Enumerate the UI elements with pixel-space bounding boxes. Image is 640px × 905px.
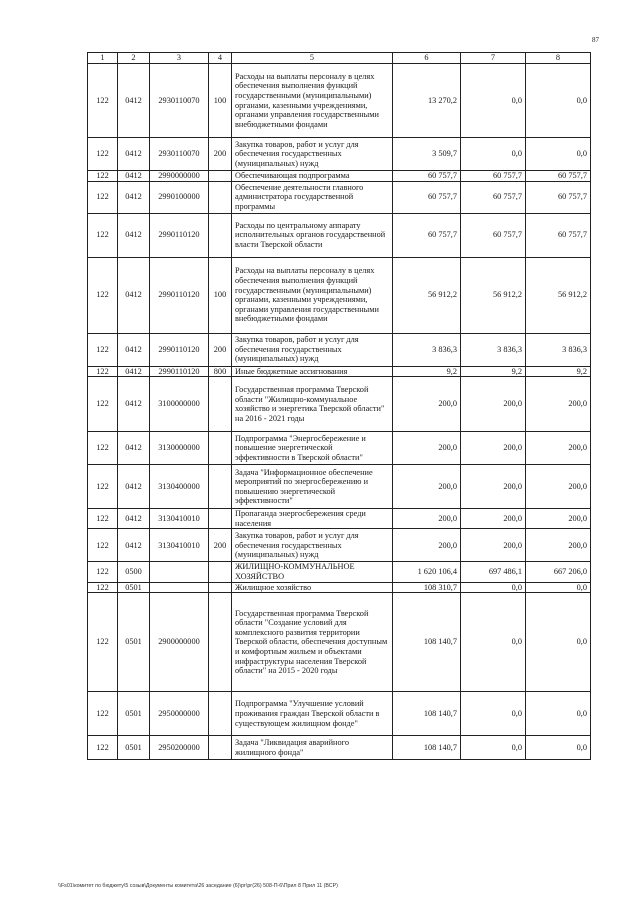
- description-cell: Закупка товаров, работ и услуг для обеспечения государственных (муниципальных) нужд: [232, 333, 393, 366]
- section-code-cell: 0412: [118, 181, 150, 213]
- bureau-code-cell: 122: [88, 692, 118, 736]
- bureau-code-cell: 122: [88, 593, 118, 692]
- expense-type-cell: [209, 171, 232, 182]
- expense-type-cell: [209, 593, 232, 692]
- description-cell: Расходы на выплаты персоналу в целях обеспечения выполнения функций государственными (муниципальными) органами, казенными учреждениями, органами управления государственными внебюджетными фондами: [232, 257, 393, 333]
- amount-col7-cell: 0,0: [461, 138, 526, 171]
- target-article-cell: 2990100000: [150, 181, 209, 213]
- amount-col7-cell: 200,0: [461, 509, 526, 529]
- target-article-cell: 2900000000: [150, 593, 209, 692]
- amount-col6-cell: 200,0: [393, 529, 461, 562]
- amount-col7-cell: 9,2: [461, 366, 526, 377]
- table-row: [88, 529, 591, 562]
- amount-col8-cell: 0,0: [526, 582, 591, 593]
- table-row: [88, 171, 591, 182]
- amount-col8-cell: 667 206,0: [526, 562, 591, 582]
- amount-col8-cell: 0,0: [526, 593, 591, 692]
- amount-col8-cell: 60 757,7: [526, 181, 591, 213]
- column-header-8: 8: [526, 53, 591, 64]
- description-cell: Расходы на выплаты персоналу в целях обеспечения выполнения функций государственными (муниципальными) органами, казенными учреждениями, органами управления государственными внебюджетными фондами: [232, 64, 393, 138]
- expense-type-cell: [209, 465, 232, 509]
- description-cell: Подпрограмма "Энергосбережение и повышение энергетической эффективности в Тверской области": [232, 432, 393, 465]
- table-row: [88, 213, 591, 257]
- table-row: [88, 736, 591, 760]
- expense-type-cell: [209, 736, 232, 760]
- section-code-cell: 0412: [118, 509, 150, 529]
- table-row: [88, 366, 591, 377]
- table-row: [88, 562, 591, 582]
- bureau-code-cell: 122: [88, 432, 118, 465]
- amount-col8-cell: 200,0: [526, 529, 591, 562]
- amount-col6-cell: 1 620 106,4: [393, 562, 461, 582]
- bureau-code-cell: 122: [88, 562, 118, 582]
- amount-col6-cell: 108 140,7: [393, 692, 461, 736]
- table-body: [88, 64, 591, 760]
- amount-col6-cell: 3 836,3: [393, 333, 461, 366]
- target-article-cell: 3130000000: [150, 432, 209, 465]
- description-cell: Обеспечение деятельности главного администратора государственной программы: [232, 181, 393, 213]
- bureau-code-cell: 122: [88, 509, 118, 529]
- expense-type-cell: 800: [209, 366, 232, 377]
- bureau-code-cell: 122: [88, 181, 118, 213]
- amount-col7-cell: 697 486,1: [461, 562, 526, 582]
- bureau-code-cell: 122: [88, 138, 118, 171]
- expense-type-cell: 200: [209, 138, 232, 171]
- section-code-cell: 0501: [118, 593, 150, 692]
- table-row: [88, 432, 591, 465]
- column-header-2: 2: [118, 53, 150, 64]
- expense-type-cell: [209, 562, 232, 582]
- description-cell: ЖИЛИЩНО-КОММУНАЛЬНОЕ ХОЗЯЙСТВО: [232, 562, 393, 582]
- amount-col7-cell: 200,0: [461, 465, 526, 509]
- section-code-cell: 0501: [118, 692, 150, 736]
- target-article-cell: 2950000000: [150, 692, 209, 736]
- amount-col8-cell: 60 757,7: [526, 213, 591, 257]
- amount-col7-cell: 0,0: [461, 593, 526, 692]
- target-article-cell: 2990110120: [150, 366, 209, 377]
- column-header-5: 5: [232, 53, 393, 64]
- description-cell: Иные бюджетные ассигнования: [232, 366, 393, 377]
- target-article-cell: 2930110070: [150, 64, 209, 138]
- column-header-1: 1: [88, 53, 118, 64]
- header-row: [88, 53, 591, 64]
- amount-col8-cell: 3 836,3: [526, 333, 591, 366]
- target-article-cell: 2950200000: [150, 736, 209, 760]
- bureau-code-cell: 122: [88, 529, 118, 562]
- amount-col6-cell: 60 757,7: [393, 171, 461, 182]
- amount-col6-cell: 200,0: [393, 509, 461, 529]
- amount-col7-cell: 60 757,7: [461, 171, 526, 182]
- section-code-cell: 0412: [118, 213, 150, 257]
- bureau-code-cell: 122: [88, 257, 118, 333]
- amount-col8-cell: 0,0: [526, 736, 591, 760]
- amount-col7-cell: 0,0: [461, 692, 526, 736]
- amount-col7-cell: 0,0: [461, 64, 526, 138]
- amount-col8-cell: 60 757,7: [526, 171, 591, 182]
- target-article-cell: [150, 582, 209, 593]
- section-code-cell: 0412: [118, 257, 150, 333]
- amount-col7-cell: 60 757,7: [461, 213, 526, 257]
- bureau-code-cell: 122: [88, 64, 118, 138]
- amount-col7-cell: 0,0: [461, 582, 526, 593]
- description-cell: Государственная программа Тверской области "Жилищно-коммунальное хозяйство и энергетика Тверской области" на 2016 - 2021 годы: [232, 377, 393, 432]
- section-code-cell: 0412: [118, 333, 150, 366]
- target-article-cell: [150, 562, 209, 582]
- amount-col6-cell: 200,0: [393, 377, 461, 432]
- table-row: [88, 377, 591, 432]
- table-row: [88, 64, 591, 138]
- expense-type-cell: [209, 509, 232, 529]
- expense-type-cell: [209, 692, 232, 736]
- description-cell: Обеспечивающая подпрограмма: [232, 171, 393, 182]
- table-row: [88, 692, 591, 736]
- column-header-3: 3: [150, 53, 209, 64]
- expense-type-cell: [209, 582, 232, 593]
- section-code-cell: 0412: [118, 138, 150, 171]
- table-row: [88, 333, 591, 366]
- bureau-code-cell: 122: [88, 582, 118, 593]
- bureau-code-cell: 122: [88, 736, 118, 760]
- expense-type-cell: [209, 213, 232, 257]
- expense-type-cell: 100: [209, 64, 232, 138]
- amount-col6-cell: 60 757,7: [393, 213, 461, 257]
- bureau-code-cell: 122: [88, 377, 118, 432]
- amount-col6-cell: 60 757,7: [393, 181, 461, 213]
- budget-table: [87, 52, 591, 760]
- section-code-cell: 0501: [118, 736, 150, 760]
- amount-col6-cell: 56 912,2: [393, 257, 461, 333]
- table-row: [88, 593, 591, 692]
- amount-col8-cell: 9,2: [526, 366, 591, 377]
- section-code-cell: 0412: [118, 432, 150, 465]
- bureau-code-cell: 122: [88, 213, 118, 257]
- amount-col6-cell: 108 310,7: [393, 582, 461, 593]
- target-article-cell: 3130410010: [150, 509, 209, 529]
- description-cell: Жилищное хозяйство: [232, 582, 393, 593]
- expense-type-cell: 100: [209, 257, 232, 333]
- amount-col7-cell: 0,0: [461, 736, 526, 760]
- description-cell: Расходы по центральному аппарату исполнительных органов государственной власти Тверской области: [232, 213, 393, 257]
- amount-col6-cell: 108 140,7: [393, 593, 461, 692]
- bureau-code-cell: 122: [88, 171, 118, 182]
- amount-col6-cell: 200,0: [393, 465, 461, 509]
- description-cell: Подпрограмма "Улучшение условий проживания граждан Тверской области в существующем жилищном фонде": [232, 692, 393, 736]
- bureau-code-cell: 122: [88, 366, 118, 377]
- expense-type-cell: [209, 181, 232, 213]
- amount-col6-cell: 108 140,7: [393, 736, 461, 760]
- table-row: [88, 138, 591, 171]
- expense-type-cell: 200: [209, 333, 232, 366]
- column-header-7: 7: [461, 53, 526, 64]
- file-path-footer: \\Fs01\комитет по бюджету\5 созыв\Документы комитета\26 заседание (6)\рг\рг(26) 508-П-6\Прил 8 Прил 11 (ВСР): [58, 883, 338, 889]
- table-row: [88, 465, 591, 509]
- description-cell: Закупка товаров, работ и услуг для обеспечения государственных (муниципальных) нужд: [232, 138, 393, 171]
- expense-type-cell: [209, 432, 232, 465]
- section-code-cell: 0412: [118, 529, 150, 562]
- description-cell: Закупка товаров, работ и услуг для обеспечения государственных (муниципальных) нужд: [232, 529, 393, 562]
- target-article-cell: 3100000000: [150, 377, 209, 432]
- target-article-cell: 2990110120: [150, 213, 209, 257]
- table-row: [88, 582, 591, 593]
- amount-col8-cell: 200,0: [526, 432, 591, 465]
- amount-col6-cell: 9,2: [393, 366, 461, 377]
- amount-col8-cell: 0,0: [526, 692, 591, 736]
- amount-col7-cell: 56 912,2: [461, 257, 526, 333]
- bureau-code-cell: 122: [88, 465, 118, 509]
- page-number: 87: [592, 36, 599, 44]
- amount-col7-cell: 200,0: [461, 529, 526, 562]
- section-code-cell: 0412: [118, 366, 150, 377]
- section-code-cell: 0412: [118, 171, 150, 182]
- section-code-cell: 0501: [118, 582, 150, 593]
- amount-col6-cell: 3 509,7: [393, 138, 461, 171]
- description-cell: Задача "Ликвидация аварийного жилищного фонда": [232, 736, 393, 760]
- section-code-cell: 0412: [118, 465, 150, 509]
- target-article-cell: 3130410010: [150, 529, 209, 562]
- column-header-6: 6: [393, 53, 461, 64]
- amount-col7-cell: 60 757,7: [461, 181, 526, 213]
- amount-col8-cell: 200,0: [526, 509, 591, 529]
- column-header-4: 4: [209, 53, 232, 64]
- amount-col6-cell: 13 270,2: [393, 64, 461, 138]
- description-cell: Задача "Информационное обеспечение мероприятий по энергосбережению и повышению энергетической эффективности": [232, 465, 393, 509]
- amount-col8-cell: 0,0: [526, 138, 591, 171]
- section-code-cell: 0412: [118, 64, 150, 138]
- amount-col8-cell: 0,0: [526, 64, 591, 138]
- target-article-cell: 2990110120: [150, 257, 209, 333]
- target-article-cell: 2990110120: [150, 333, 209, 366]
- section-code-cell: 0412: [118, 377, 150, 432]
- table-row: [88, 181, 591, 213]
- bureau-code-cell: 122: [88, 333, 118, 366]
- description-cell: Государственная программа Тверской области "Создание условий для комплексного развития территории Тверской области, обеспечения доступным и комфортным жильем и объектами инфраструктуры населения Тверской области" на 2015 - 2020 годы: [232, 593, 393, 692]
- amount-col7-cell: 200,0: [461, 377, 526, 432]
- amount-col7-cell: 200,0: [461, 432, 526, 465]
- table-row: [88, 257, 591, 333]
- section-code-cell: 0500: [118, 562, 150, 582]
- amount-col7-cell: 3 836,3: [461, 333, 526, 366]
- target-article-cell: 3130400000: [150, 465, 209, 509]
- target-article-cell: 2930110070: [150, 138, 209, 171]
- target-article-cell: 2990000000: [150, 171, 209, 182]
- table-row: [88, 509, 591, 529]
- expense-type-cell: 200: [209, 529, 232, 562]
- description-cell: Пропаганда энергосбережения среди населения: [232, 509, 393, 529]
- amount-col8-cell: 200,0: [526, 465, 591, 509]
- expense-type-cell: [209, 377, 232, 432]
- amount-col8-cell: 56 912,2: [526, 257, 591, 333]
- amount-col8-cell: 200,0: [526, 377, 591, 432]
- amount-col6-cell: 200,0: [393, 432, 461, 465]
